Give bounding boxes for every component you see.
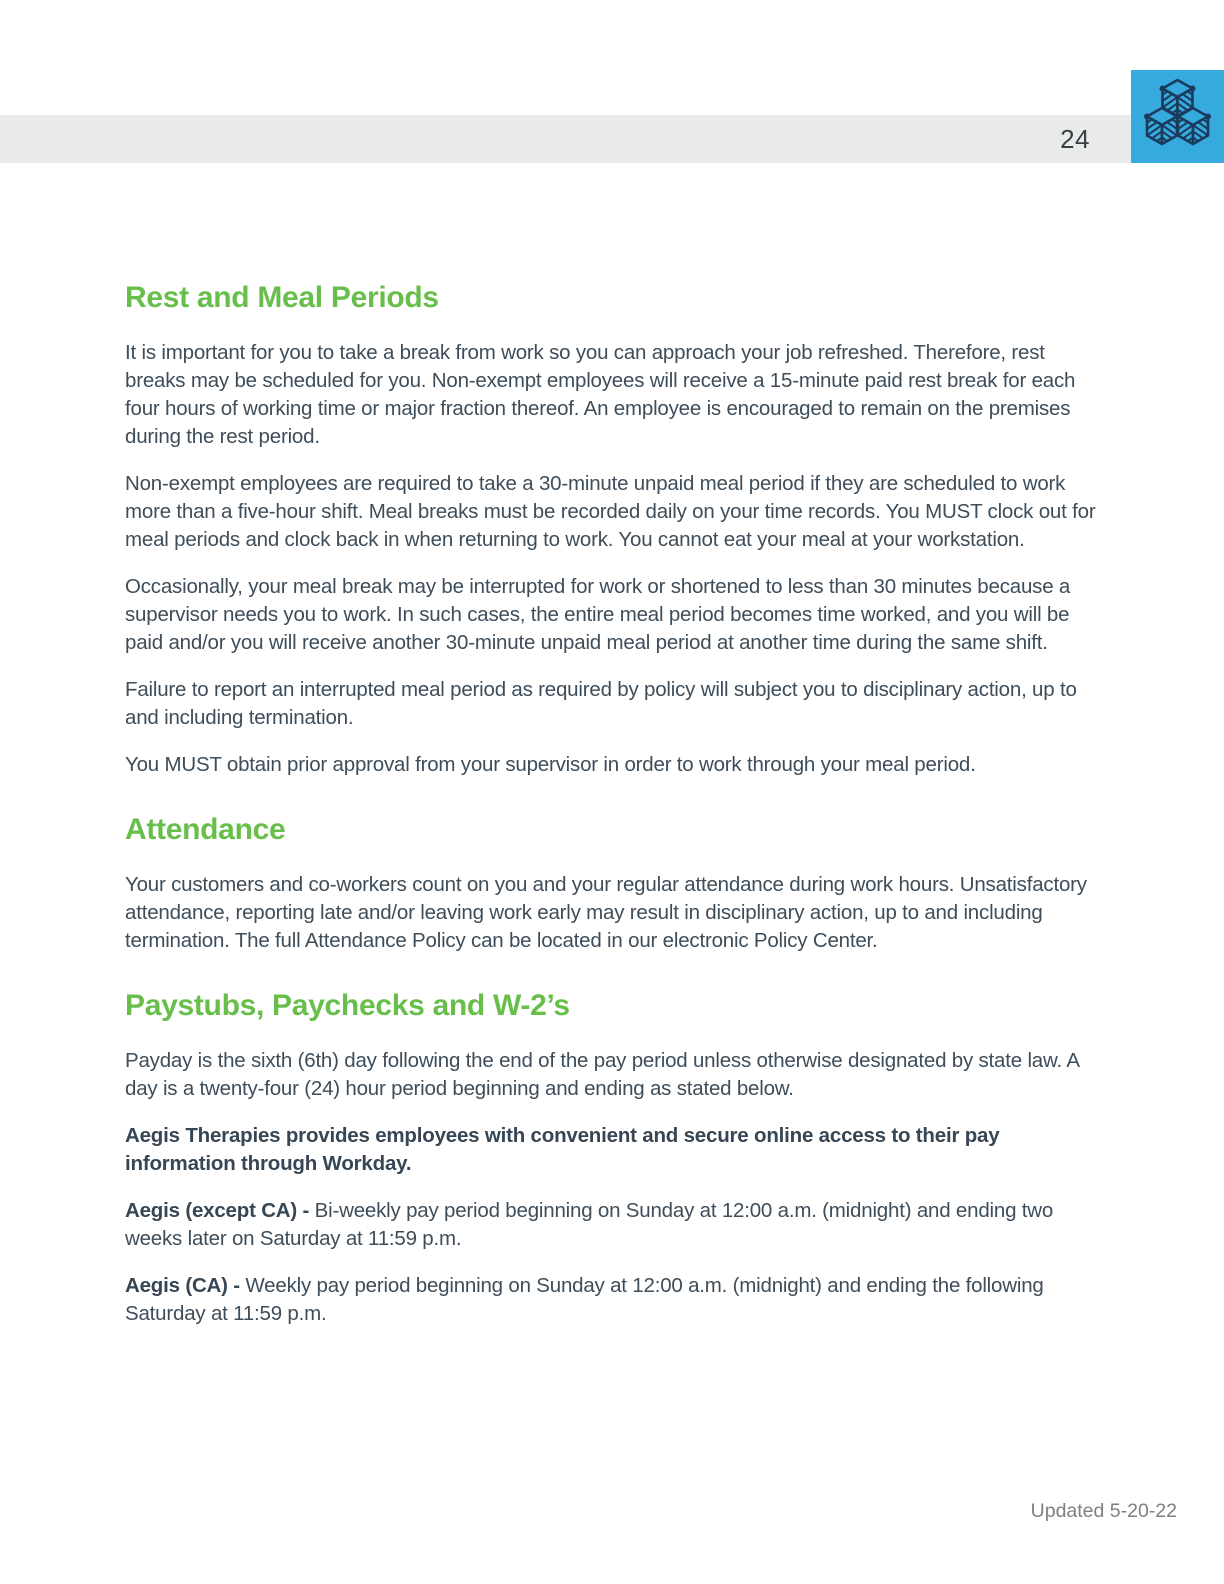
paragraph: It is important for you to take a break from work so you can approach your job refreshed. Therefore, rest breaks may be scheduled for you. Non-exempt employees will receive a 15-minute paid rest break for each four hours of working time or major fraction thereof. An employee is encouraged to remain on the premises during the rest period. [125, 341, 1076, 448]
paragraph-bold-workday: Aegis Therapies provides employees with convenient and secure online access to their pay information through Workday. [125, 1124, 1000, 1175]
paragraph: Occasionally, your meal break may be interrupted for work or shortened to less than 30 minutes because a supervisor needs you to work. In such cases, the entire meal period becomes time worked, and you will be paid and/or you will receive another 30-minute unpaid meal period at another time during the same shift. [125, 575, 1071, 654]
paragraph: Payday is the sixth (6th) day following the end of the pay period unless otherwise designated by state law. A day is a twenty-four (24) hour period beginning and ending as stated below. [125, 1049, 1079, 1100]
paragraph-lead-bold: Aegis (except CA) - [125, 1199, 315, 1222]
three-cubes-icon [1131, 70, 1224, 163]
paragraph-text: Bi-weekly pay period beginning on Sunday at 12:00 a.m. (midnight) and ending two weeks later on Saturday at 11:59 p.m. [125, 1199, 1054, 1250]
paragraph-text: Weekly pay period beginning on Sunday at 12:00 a.m. (midnight) and ending the following Saturday at 11:59 p.m. [125, 1274, 1044, 1325]
paragraph: Non-exempt employees are required to take a 30-minute unpaid meal period if they are scheduled to work more than a five-hour shift. Meal breaks must be recorded daily on your time records. You MUST clock out for meal periods and clock back in when returning to work. You cannot eat your meal at your workstation. [125, 472, 1096, 551]
paragraph: Your customers and co-workers count on you and your regular attendance during work hours. Unsatisfactory attendance, reporting late and/or leaving work early may result in disciplinary action, up to and including termination. The full Attendance Policy can be located in our electronic Policy Center. [125, 873, 1087, 952]
section-heading-attendance: Attendance [125, 813, 286, 846]
paragraph: Failure to report an interrupted meal period as required by policy will subject you to disciplinary action, up to and including termination. [125, 678, 1077, 729]
document-content [125, 281, 1097, 1347]
section-heading-rest-and-meal-periods: Rest and Meal Periods [125, 281, 439, 314]
page-number: 24 [1060, 124, 1090, 154]
paragraph: You MUST obtain prior approval from your supervisor in order to work through your meal period. [125, 753, 976, 776]
paragraph-aegis-except-ca [125, 1197, 1097, 1253]
paragraph-aegis-ca [125, 1272, 1097, 1328]
section-heading-paystubs-paychecks-w2s: Paystubs, Paychecks and W-2’s [125, 989, 570, 1022]
company-logo [1131, 70, 1224, 163]
header-bar [0, 115, 1224, 163]
paragraph-lead-bold: Aegis (CA) - [125, 1274, 246, 1297]
footer-updated-date: Updated 5-20-22 [1030, 1500, 1177, 1522]
